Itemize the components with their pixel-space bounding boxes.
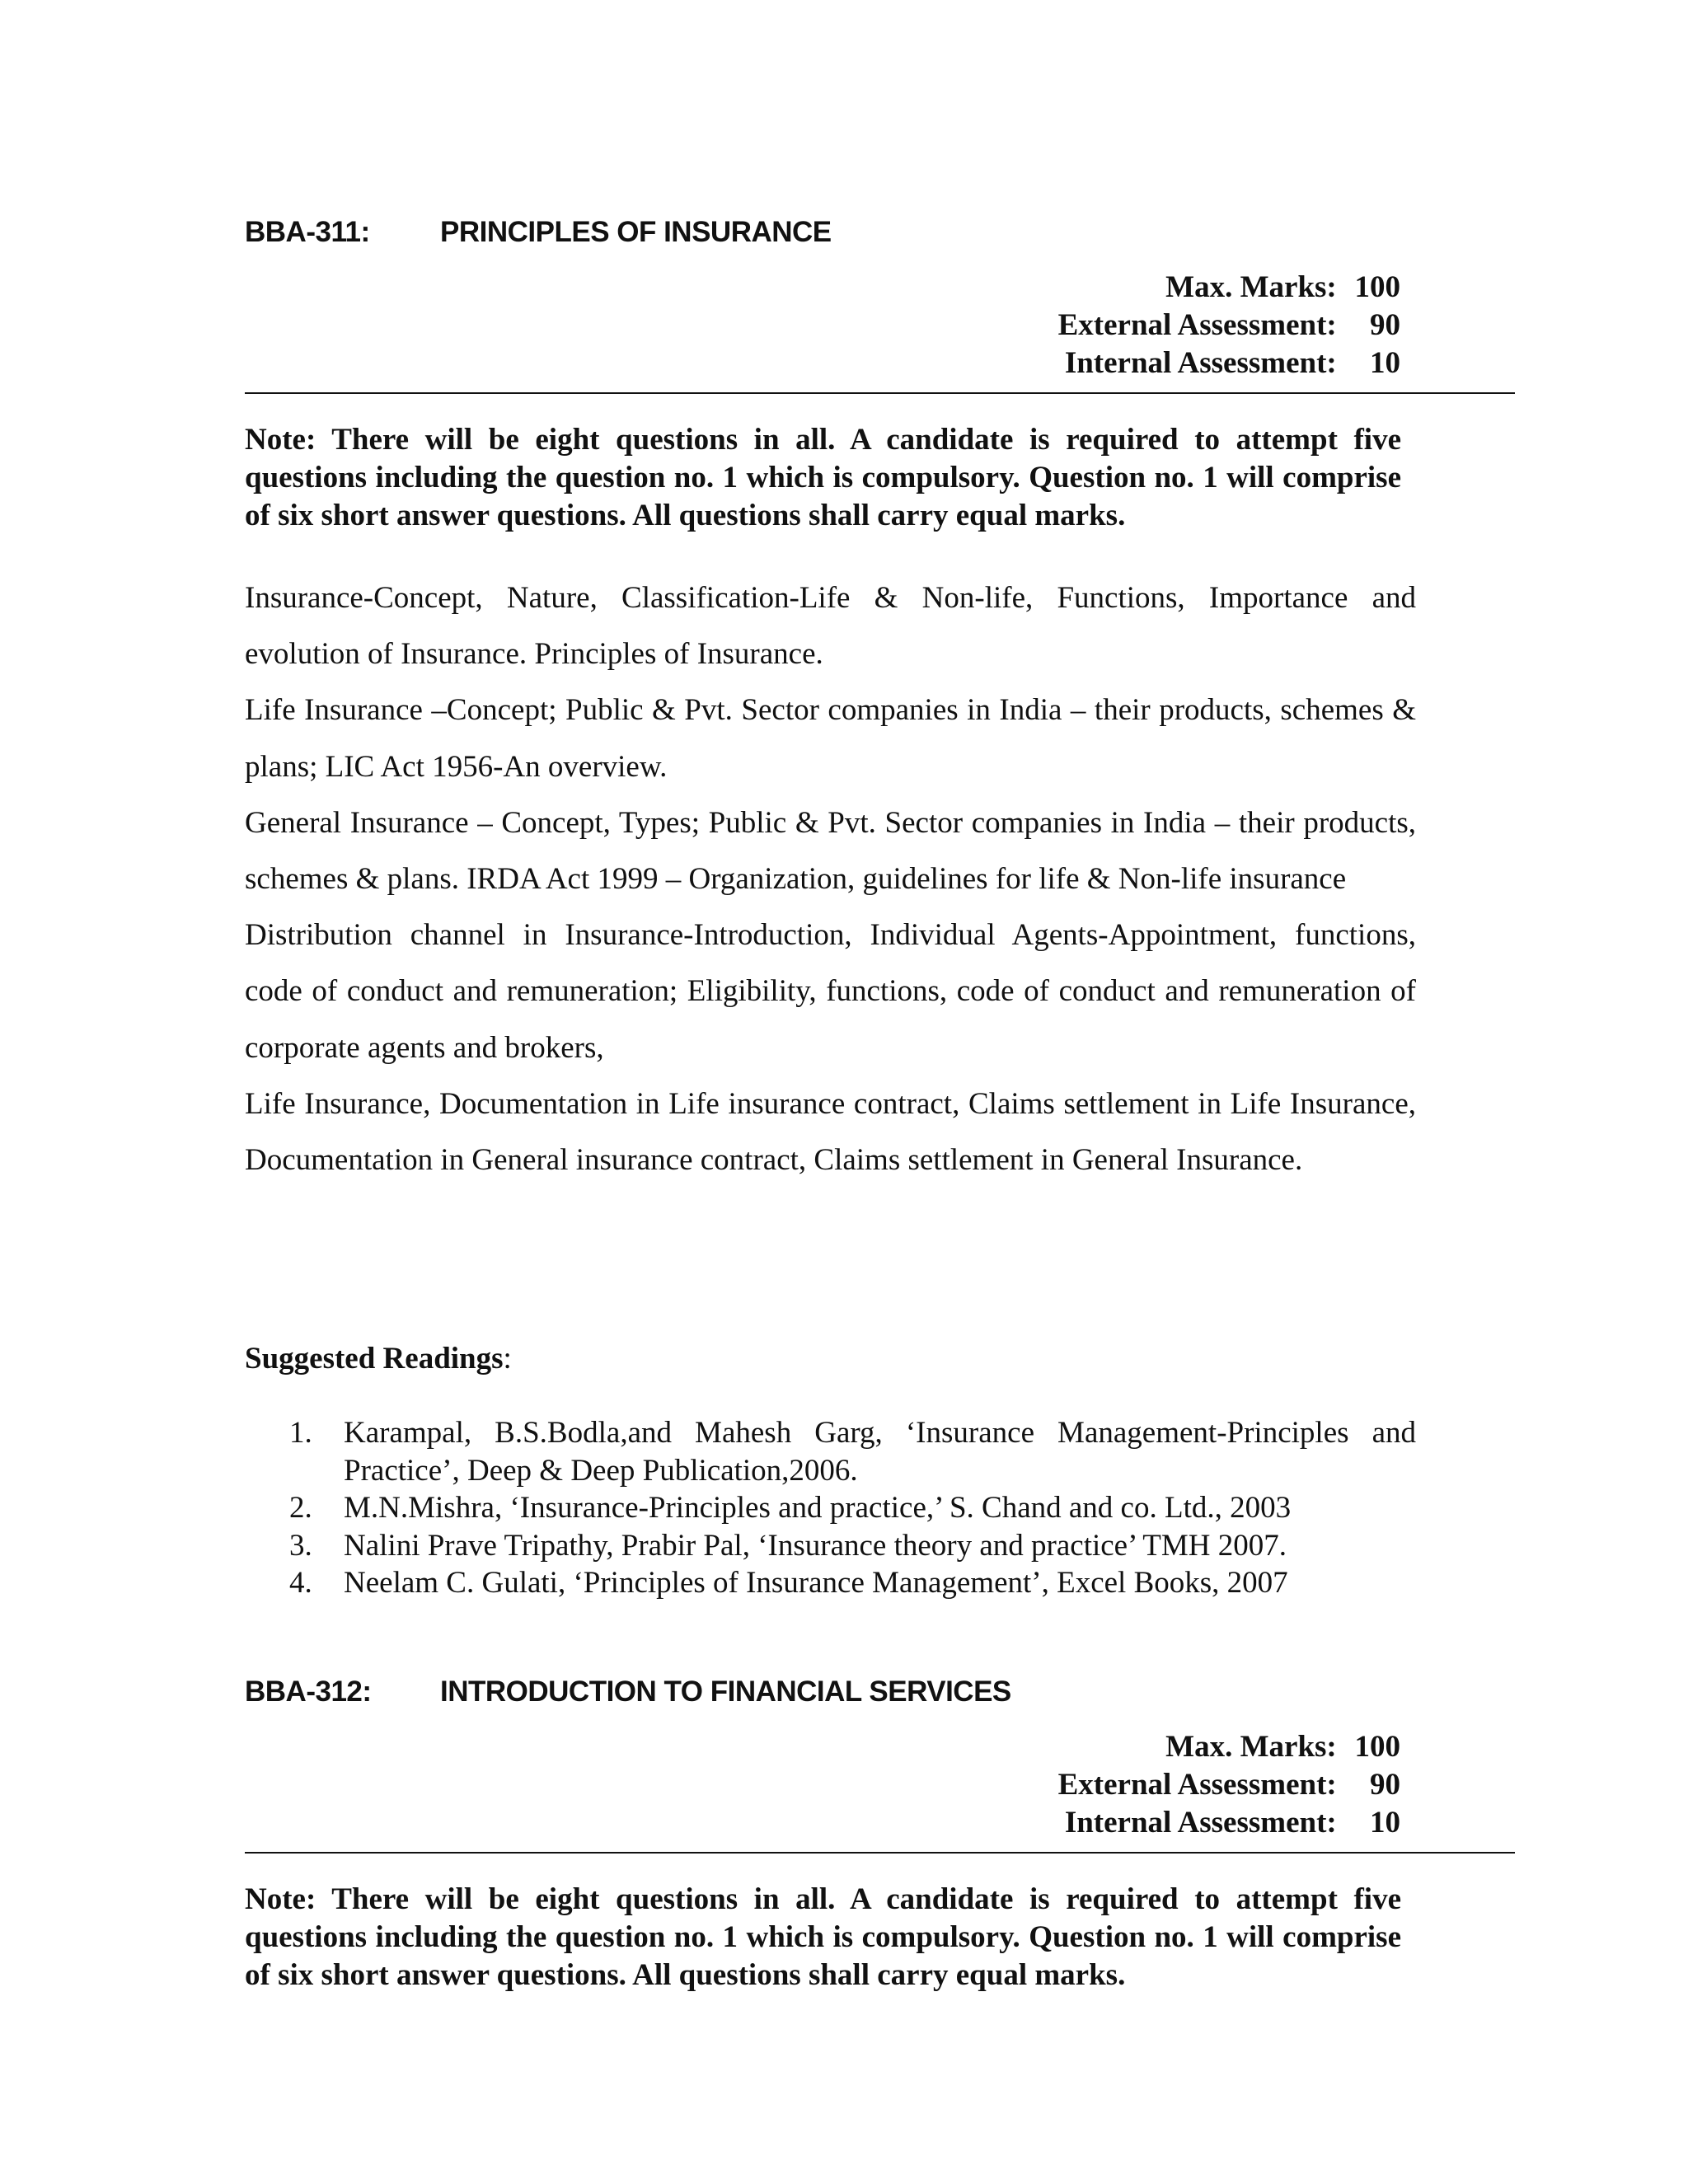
marks-block xyxy=(1058,269,1400,382)
course-heading xyxy=(245,216,832,249)
reading-number: 3. xyxy=(289,1528,312,1563)
exam-note: Note: There will be eight questions in all. A candidate is required to attempt five questions including the question no. 1 which is compulsory. Question no. 1 will comprise of six short answer questions. All questions shall carry equal marks. xyxy=(245,423,1401,532)
max-marks-value: 100 xyxy=(1354,1730,1400,1764)
course-title: PRINCIPLES OF INSURANCE xyxy=(440,216,832,248)
divider-rule xyxy=(245,392,1515,394)
reading-text: Nalini Prave Tripathy, Prabir Pal, ‘Insurance theory and practice’ TMH 2007. xyxy=(344,1528,1287,1563)
external-assessment-label: External Assessment: xyxy=(1057,1768,1337,1802)
syllabus-content xyxy=(245,570,1416,1188)
course-code: BBA-311: xyxy=(245,216,370,248)
external-assessment-row xyxy=(1058,307,1400,344)
course-code: BBA-312: xyxy=(245,1675,372,1708)
readings-list xyxy=(289,1414,1416,1602)
reading-item xyxy=(289,1489,1416,1527)
course-title: INTRODUCTION TO FINANCIAL SERVICES xyxy=(440,1675,1011,1708)
external-assessment-label: External Assessment: xyxy=(1057,308,1337,342)
reading-text: Karampal, B.S.Bodla,and Mahesh Garg, ‘Insurance Management-Principles and Practice’, Deep & Deep Publication,2006. xyxy=(344,1416,1416,1488)
syllabus-paragraph: Life Insurance –Concept; Public & Pvt. Sector companies in India – their products, schemes & plans; LIC Act 1956-An overview. xyxy=(245,693,1416,784)
max-marks-value: 100 xyxy=(1354,270,1400,304)
exam-note: Note: There will be eight questions in all. A candidate is required to attempt five questions including the question no. 1 which is compulsory. Question no. 1 will comprise of six short answer questions. All questions shall carry equal marks. xyxy=(245,1882,1401,1992)
reading-number: 2. xyxy=(289,1491,312,1525)
max-marks-row xyxy=(1058,269,1400,307)
reading-item xyxy=(289,1414,1416,1489)
marks-block xyxy=(1058,1728,1400,1842)
syllabus-paragraph: Life Insurance, Documentation in Life insurance contract, Claims settlement in Life Insurance, Documentation in General insurance contract, Claims settlement in General Insurance. xyxy=(245,1086,1416,1178)
internal-assessment-row xyxy=(1058,344,1400,382)
internal-assessment-label: Internal Assessment: xyxy=(1064,1806,1337,1840)
internal-assessment-value: 10 xyxy=(1370,1806,1400,1840)
external-assessment-value: 90 xyxy=(1370,308,1400,342)
divider-rule xyxy=(245,1852,1515,1854)
reading-number: 1. xyxy=(289,1416,312,1450)
syllabus-paragraph: General Insurance – Concept, Types; Public & Pvt. Sector companies in India – their products, schemes & plans. IRDA Act 1999 – Organization, guidelines for life & Non-life insurance xyxy=(245,805,1416,897)
external-assessment-value: 90 xyxy=(1370,1768,1400,1802)
syllabus-paragraph: Distribution channel in Insurance-Introduction, Individual Agents-Appointment, functions, code of conduct and remuneration; Eligibility, functions, code of conduct and remuneration of corporate agents and brokers, xyxy=(245,918,1416,1065)
internal-assessment-label: Internal Assessment: xyxy=(1064,346,1337,380)
reading-number: 4. xyxy=(289,1566,312,1600)
syllabus-paragraph: Insurance-Concept, Nature, Classification-Life & Non-life, Functions, Importance and evolution of Insurance. Principles of Insurance. xyxy=(245,581,1416,672)
reading-text: M.N.Mishra, ‘Insurance-Principles and practice,’ S. Chand and co. Ltd., 2003 xyxy=(344,1491,1292,1525)
max-marks-label: Max. Marks: xyxy=(1165,1730,1337,1764)
reading-item xyxy=(289,1527,1416,1565)
max-marks-label: Max. Marks: xyxy=(1165,270,1337,304)
internal-assessment-value: 10 xyxy=(1370,346,1400,380)
suggested-readings-heading xyxy=(245,1340,512,1378)
internal-assessment-row xyxy=(1058,1804,1400,1842)
reading-item xyxy=(289,1564,1416,1602)
reading-text: Neelam C. Gulati, ‘Principles of Insurance Management’, Excel Books, 2007 xyxy=(344,1566,1288,1600)
course-heading xyxy=(245,1675,1011,1708)
suggested-readings-title: Suggested Readings xyxy=(245,1342,504,1376)
max-marks-row xyxy=(1058,1728,1400,1766)
external-assessment-row xyxy=(1058,1766,1400,1804)
suggested-readings-colon: : xyxy=(503,1342,512,1376)
